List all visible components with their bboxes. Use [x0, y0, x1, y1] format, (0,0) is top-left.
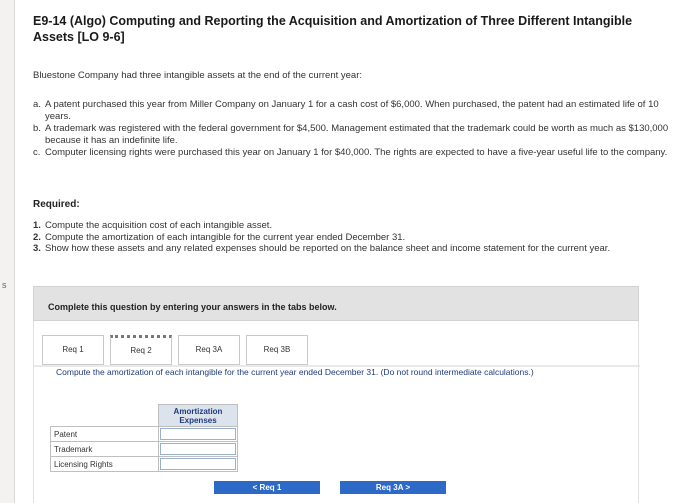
table-row — [51, 427, 238, 442]
requirements-list — [33, 220, 673, 255]
tab-req-1[interactable]: Req 1 — [42, 335, 104, 365]
list-item — [33, 232, 673, 244]
prev-req-button[interactable]: < Req 1 — [214, 481, 320, 494]
page-title: E9-14 (Algo) Computing and Reporting the Acquisition and Amortization of Three Different Intangible Assets [LO 9-6] — [33, 14, 633, 44]
instruction-banner: Complete this question by entering your answers in the tabs below. — [33, 286, 639, 321]
table-corner — [51, 405, 159, 427]
licensing-amortization-cell — [159, 457, 238, 472]
list-item-text: Compute the acquisition cost of each intangible asset. — [45, 220, 273, 231]
tab-panel — [33, 321, 639, 503]
question-prompt: Compute the amortization of each intangible for the current year ended December 31. (Do not round intermediate calculations.) — [56, 367, 534, 377]
row-label-patent: Patent — [51, 427, 159, 442]
amortization-table — [50, 404, 238, 472]
table-row — [51, 457, 238, 472]
trademark-amortization-input[interactable] — [160, 443, 236, 455]
list-marker: c. — [33, 147, 41, 158]
trademark-amortization-cell — [159, 442, 238, 457]
list-marker: 1. — [33, 220, 41, 231]
next-req-button[interactable]: Req 3A > — [340, 481, 446, 494]
licensing-amortization-input[interactable] — [160, 458, 236, 470]
row-label-trademark: Trademark — [51, 442, 159, 457]
list-marker: 3. — [33, 243, 41, 254]
table-row — [51, 442, 238, 457]
problem-page — [14, 0, 700, 503]
list-item — [33, 220, 673, 232]
list-item-text: Show how these assets and any related expenses should be reported on the balance sheet and income statement for the current year. — [45, 243, 611, 254]
list-item — [33, 147, 673, 159]
list-item — [33, 243, 673, 255]
tab-bar — [42, 335, 308, 365]
list-item — [33, 99, 673, 122]
tab-req-2[interactable]: Req 2 — [110, 335, 172, 365]
list-marker: 2. — [33, 231, 41, 243]
left-margin-mark: s — [2, 280, 7, 290]
asset-list — [33, 99, 673, 160]
intro-text: Bluestone Company had three intangible assets at the end of the current year: — [33, 70, 363, 81]
tab-req-3b[interactable]: Req 3B — [246, 335, 308, 365]
list-item-text: A trademark was registered with the federal government for $4,500. Management estimated that the trademark could be worth as much as $130,000 because it has an indefinite life. — [45, 123, 669, 146]
list-item-text: Computer licensing rights were purchased this year on January 1 for $40,000. The rights are expected to have a five-year useful life to the company. — [45, 147, 668, 158]
list-item-text: Compute the amortization of each intangible for the current year ended December 31. — [45, 231, 406, 243]
patent-amortization-input[interactable] — [160, 428, 236, 440]
list-marker: b. — [33, 123, 41, 134]
list-marker: a. — [33, 99, 41, 110]
required-heading: Required: — [33, 199, 80, 210]
row-label-licensing-rights: Licensing Rights — [51, 457, 159, 472]
list-item-text: A patent purchased this year from Miller Company on January 1 for a cash cost of $6,000. When purchased, the patent had an estimated life of 10 years. — [45, 99, 659, 122]
patent-amortization-cell — [159, 427, 238, 442]
tab-req-3a[interactable]: Req 3A — [178, 335, 240, 365]
list-item — [33, 123, 673, 146]
column-header-amortization: Amortization Expenses — [159, 405, 238, 427]
